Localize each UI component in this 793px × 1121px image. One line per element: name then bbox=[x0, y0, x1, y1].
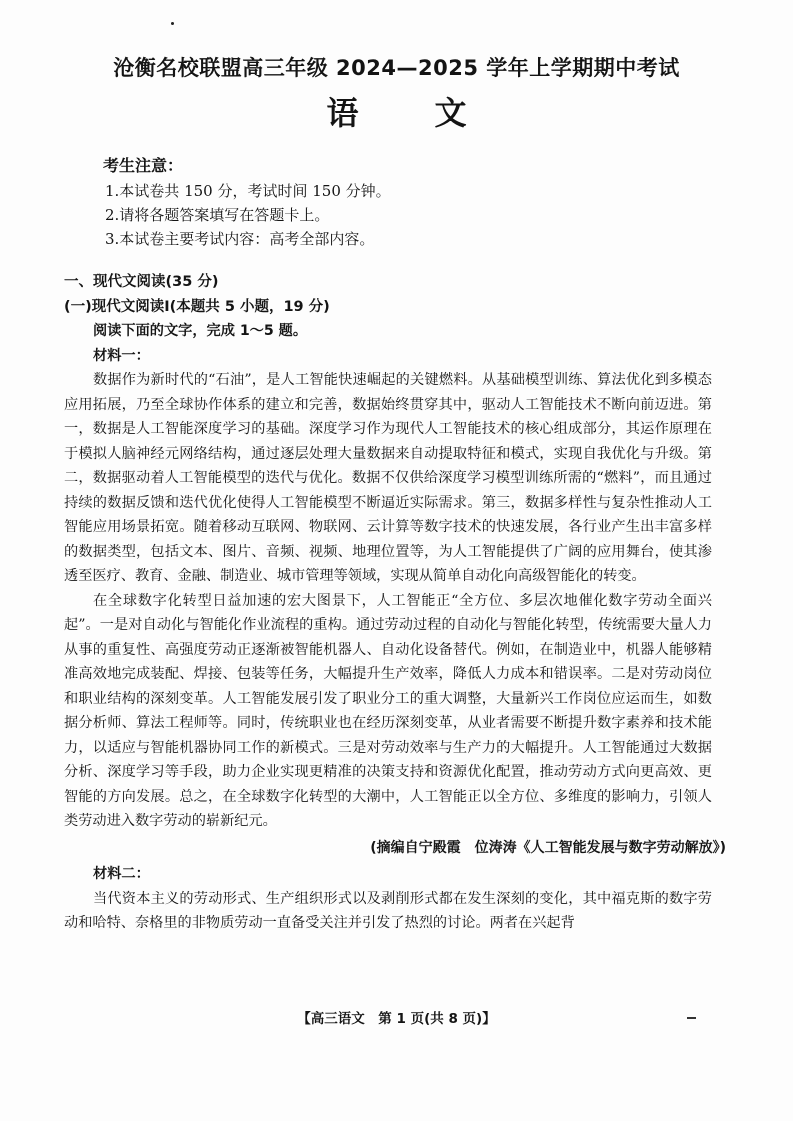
reading-section bbox=[64, 270, 726, 936]
notice-item: 3.本试卷主要考试内容：高考全部内容。 bbox=[105, 230, 375, 248]
subject-title: 语文 bbox=[326, 94, 543, 132]
reading-instruction: 阅读下面的文字，完成 1～5 题。 bbox=[93, 323, 308, 339]
subsection-heading: (一)现代文阅读Ⅰ(本题共 5 小题，19 分) bbox=[64, 298, 330, 315]
source-citation: (摘编自宁殿霞 位涛涛《人工智能发展与数字劳动解放》) bbox=[370, 839, 726, 856]
page-footer: 【高三语文 第 1 页(共 8 页)】 bbox=[297, 1011, 496, 1027]
candidate-notice bbox=[103, 155, 391, 252]
notice-item: 2.请将各题答案填写在答题卡上。 bbox=[105, 206, 330, 224]
scan-speck bbox=[171, 22, 174, 25]
section-heading: 一、现代文阅读(35 分) bbox=[64, 274, 219, 290]
material-two-label: 材料二： bbox=[93, 866, 150, 882]
material-two-paragraph: 当代资本主义的劳动形式、生产组织形式以及剥削形式都在发生深刻的变化，其中福克斯的数字劳动和哈特、奈格里的非物质劳动一直备受关注并引发了热烈的讨论。两者在兴起背 bbox=[64, 890, 712, 931]
material-one-paragraph: 在全球数字化转型日益加速的宏大图景下，人工智能正“全方位、多层次地催化数字劳动全面兴起”。一是对自动化与智能化作业流程的重构。通过劳动过程的自动化与智能化转型，传统需要大量人力从事的重复性、高强度劳动正逐渐被智能机器人、自动化设备替代。例如，在制造业中，机器人能够精准高效地完成装配、焊接、包装等任务，大幅提升生产效率，降低人力成本和错误率。二是对劳动岗位和职业结构的深刻变革。人工智能发展引发了职业分工的重大调整，大量新兴工作岗位应运而生，如数据分析师、算法工程师等。同时，传统职业也在经历深刻变革，从业者需要不断提升数字素养和技术能力，以适应与智能机器协同工作的新模式。三是对劳动效率与生产力的大幅提升。人工智能通过大数据分析、深度学习等手段，助力企业实现更精准的决策支持和资源优化配置，推动劳动方式向更高效、更智能的方向发展。总之，在全球数字化转型的大潮中，人工智能正以全方位、多维度的影响力，引领人类劳动进入数字劳动的崭新纪元。 bbox=[64, 592, 712, 829]
material-one-label: 材料一： bbox=[93, 347, 150, 364]
material-one-paragraph: 数据作为新时代的“石油”，是人工智能快速崛起的关键燃料。从基础模型训练、算法优化到多模态应用拓展，乃至全球协作体系的建立和完善，数据始终贯穿其中，驱动人工智能技术不断向前迈进。第一，数据是人工智能深度学习的基础。深度学习作为现代人工智能技术的核心组成部分，其运作原理在于模拟人脑神经元网络结构，通过逐层处理大量数据来自动提取特征和模式，实现自我优化与升级。第二，数据驱动着人工智能模型的迭代与优化。数据不仅供给深度学习模型训练所需的“燃料”，而且通过持续的数据反馈和迭代优化使得人工智能模型不断逼近实际需求。第三，数据多样性与复杂性推动人工智能应用场景拓宽。随着移动互联网、物联网、云计算等数字技术的快速发展，各行业产生出丰富多样的数据类型，包括文本、图片、音频、视频、地理位置等，为人工智能提供了广阔的应用舞台，使其渗透至医疗、教育、金融、制造业、城市管理等领域，实现从简单自动化向高级智能化的转变。 bbox=[64, 372, 712, 584]
notice-heading: 考生注意： bbox=[103, 156, 184, 175]
notice-item: 1.本试卷共 150 分，考试时间 150 分钟。 bbox=[105, 182, 391, 200]
exam-title: 沧衡名校联盟高三年级 2024—2025 学年上学期期中考试 bbox=[113, 56, 680, 80]
scan-mark bbox=[687, 1017, 696, 1019]
